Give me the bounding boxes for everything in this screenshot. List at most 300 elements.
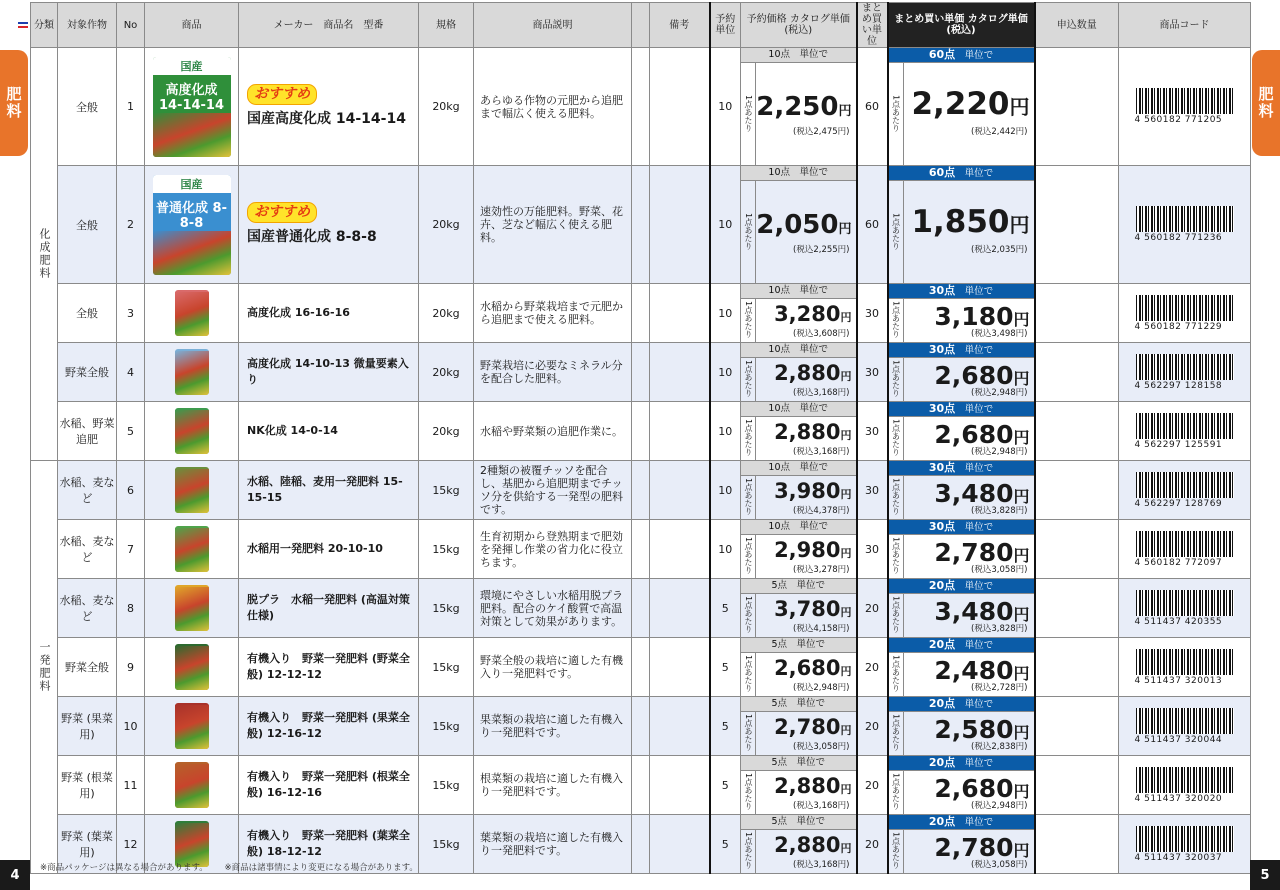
description-cell: 2種類の被覆チッソを配合し、基肥から追肥期までチッソ分を供給する一発型の肥料です。 bbox=[474, 461, 632, 520]
resv-price-cell bbox=[741, 756, 857, 815]
bulk-price-cell bbox=[888, 638, 1035, 697]
side-tab-right: 肥料 bbox=[1252, 50, 1280, 156]
header-remarks: 備考 bbox=[650, 3, 710, 48]
resv-unit-cell: 10 bbox=[710, 461, 741, 520]
blank-cell bbox=[632, 48, 650, 166]
order-qty-input[interactable] bbox=[1035, 697, 1119, 756]
resv-unit-cell: 5 bbox=[710, 756, 741, 815]
remarks-cell bbox=[650, 638, 710, 697]
per-unit-label: 1点あたり bbox=[741, 180, 756, 283]
table-row bbox=[31, 697, 1251, 756]
product-table bbox=[30, 2, 1251, 874]
bulk-price-tax: (税込2,442円) bbox=[971, 127, 1028, 137]
spec-cell: 20kg bbox=[419, 166, 474, 284]
product-code: 4 511437 320013 bbox=[1134, 675, 1223, 686]
per-unit-label: 1点あたり bbox=[889, 770, 904, 814]
category-label: 化成肥料 bbox=[31, 48, 58, 461]
footnote-1: ※商品パッケージは異なる場合があります。 bbox=[40, 863, 208, 873]
barcode-icon bbox=[1136, 590, 1234, 616]
resv-price-cell bbox=[741, 48, 857, 166]
per-unit-label: 1点あたり bbox=[741, 475, 756, 519]
header-bulk-price: まとめ買い単価 カタログ単価(税込) bbox=[888, 3, 1035, 48]
product-image bbox=[145, 166, 239, 284]
product-name: 有機入り 野菜一発肥料 (野菜全般) 12-12-12 bbox=[247, 652, 410, 681]
barcode-icon bbox=[1136, 708, 1234, 734]
resv-price-tax: (税込4,378円) bbox=[793, 506, 850, 516]
product-image bbox=[145, 638, 239, 697]
bulk-price-cell bbox=[888, 697, 1035, 756]
bulk-unit-cell: 30 bbox=[857, 343, 888, 402]
resv-price-cell bbox=[741, 343, 857, 402]
order-qty-input[interactable] bbox=[1035, 638, 1119, 697]
fertilizer-bag-icon bbox=[175, 703, 209, 749]
description-cell: 生育初期から登熟期まで肥効を発揮し作業の省力化に役立ちます。 bbox=[474, 520, 632, 579]
resv-price-tax: (税込2,948円) bbox=[793, 683, 850, 693]
bulk-unit-label: 20点 単位で bbox=[889, 697, 1034, 712]
blank-cell bbox=[632, 756, 650, 815]
bulk-price-tax: (税込2,948円) bbox=[971, 801, 1028, 811]
barcode-icon bbox=[1136, 826, 1234, 852]
description-cell: 果菜類の栽培に適した有機入り一発肥料です。 bbox=[474, 697, 632, 756]
order-qty-input[interactable] bbox=[1035, 166, 1119, 284]
barcode-icon bbox=[1136, 295, 1234, 321]
order-qty-input[interactable] bbox=[1035, 402, 1119, 461]
crop-cell: 全般 bbox=[58, 166, 117, 284]
crop-cell: 野菜 (根菜用) bbox=[58, 756, 117, 815]
resv-price: 3,980円 bbox=[774, 479, 852, 503]
header-order-qty: 申込数量 bbox=[1035, 3, 1119, 48]
description-cell: 速効性の万能肥料。野菜、花卉、芝など幅広く使える肥料。 bbox=[474, 166, 632, 284]
crop-cell: 水稲、野菜追肥 bbox=[58, 402, 117, 461]
description-cell: 根菜類の栽培に適した有機入り一発肥料です。 bbox=[474, 756, 632, 815]
bulk-price-tax: (税込2,728円) bbox=[971, 683, 1028, 693]
product-name: 有機入り 野菜一発肥料 (果菜全般) 12-16-12 bbox=[247, 711, 410, 740]
per-unit-label: 1点あたり bbox=[889, 298, 904, 342]
bulk-price-tax: (税込2,035円) bbox=[971, 245, 1028, 255]
resv-price-tax: (税込3,168円) bbox=[793, 801, 850, 811]
bulk-unit-cell: 20 bbox=[857, 638, 888, 697]
per-unit-label: 1点あたり bbox=[741, 357, 756, 401]
crop-cell: 水稲、麦など bbox=[58, 579, 117, 638]
page-number-right: 5 bbox=[1250, 860, 1280, 890]
product-name: NK化成 14-0-14 bbox=[247, 424, 338, 437]
bulk-unit-cell: 30 bbox=[857, 402, 888, 461]
bulk-unit-label: 20点 単位で bbox=[889, 579, 1034, 594]
crop-cell: 野菜 (葉菜用) bbox=[58, 815, 117, 874]
product-image bbox=[145, 284, 239, 343]
bulk-price-cell bbox=[888, 343, 1035, 402]
order-qty-input[interactable] bbox=[1035, 756, 1119, 815]
product-name: 有機入り 野菜一発肥料 (葉菜全般) 18-12-12 bbox=[247, 829, 410, 858]
barcode-icon bbox=[1136, 649, 1234, 675]
resv-price-tax: (税込3,608円) bbox=[793, 329, 850, 339]
barcode-cell bbox=[1119, 343, 1251, 402]
bulk-unit-label: 60点 単位で bbox=[889, 48, 1034, 63]
bulk-unit-cell: 30 bbox=[857, 284, 888, 343]
bulk-price: 3,480円 bbox=[934, 479, 1030, 508]
bulk-unit-cell: 30 bbox=[857, 461, 888, 520]
spec-cell: 15kg bbox=[419, 815, 474, 874]
resv-price-tax: (税込3,168円) bbox=[793, 388, 850, 398]
resv-price-cell bbox=[741, 402, 857, 461]
resv-price-cell bbox=[741, 579, 857, 638]
resv-price: 2,250円 bbox=[756, 92, 852, 122]
table-row bbox=[31, 48, 1251, 166]
bulk-price-tax: (税込3,058円) bbox=[971, 565, 1028, 575]
per-unit-label: 1点あたり bbox=[889, 593, 904, 637]
no-cell: 5 bbox=[117, 402, 145, 461]
bulk-price: 2,780円 bbox=[934, 833, 1030, 862]
resv-price: 2,880円 bbox=[774, 361, 852, 385]
description-cell: あらゆる作物の元肥から追肥まで幅広く使える肥料。 bbox=[474, 48, 632, 166]
product-name-cell bbox=[239, 166, 419, 284]
spec-cell: 20kg bbox=[419, 343, 474, 402]
header-maker: メーカー 商品名 型番 bbox=[239, 3, 419, 48]
product-code: 4 562297 128769 bbox=[1134, 498, 1223, 509]
blank-cell bbox=[632, 284, 650, 343]
product-code: 4 562297 125591 bbox=[1134, 439, 1223, 450]
table-row bbox=[31, 166, 1251, 284]
resv-unit-label: 5点 単位で bbox=[741, 638, 856, 653]
no-cell: 9 bbox=[117, 638, 145, 697]
description-cell: 水稲や野菜類の追肥作業に。 bbox=[474, 402, 632, 461]
blank-cell bbox=[632, 815, 650, 874]
fertilizer-bag-icon bbox=[175, 644, 209, 690]
no-cell: 11 bbox=[117, 756, 145, 815]
barcode-icon bbox=[1136, 767, 1234, 793]
header-blank bbox=[632, 3, 650, 48]
bulk-unit-label: 30点 単位で bbox=[889, 284, 1034, 299]
bulk-price-tax: (税込3,828円) bbox=[971, 506, 1028, 516]
product-name-cell bbox=[239, 284, 419, 343]
resv-price-cell bbox=[741, 284, 857, 343]
resv-price: 3,280円 bbox=[774, 302, 852, 326]
barcode-icon bbox=[1136, 472, 1234, 498]
bulk-price: 2,680円 bbox=[934, 774, 1030, 803]
bulk-price-tax: (税込3,828円) bbox=[971, 624, 1028, 634]
resv-price-tax: (税込3,058円) bbox=[793, 742, 850, 752]
resv-unit-label: 10点 単位で bbox=[741, 461, 856, 476]
resv-unit-label: 10点 単位で bbox=[741, 284, 856, 299]
crop-cell: 全般 bbox=[58, 284, 117, 343]
bulk-price: 3,480円 bbox=[934, 597, 1030, 626]
bulk-unit-cell: 20 bbox=[857, 756, 888, 815]
order-qty-input[interactable] bbox=[1035, 284, 1119, 343]
barcode-cell bbox=[1119, 638, 1251, 697]
bulk-price-tax: (税込2,948円) bbox=[971, 388, 1028, 398]
remarks-cell bbox=[650, 461, 710, 520]
bulk-unit-label: 30点 単位で bbox=[889, 343, 1034, 358]
spec-cell: 20kg bbox=[419, 284, 474, 343]
barcode-icon bbox=[1136, 206, 1234, 232]
per-unit-label: 1点あたり bbox=[741, 298, 756, 342]
barcode-icon bbox=[1136, 531, 1234, 557]
resv-price: 2,680円 bbox=[774, 656, 852, 680]
product-name-cell bbox=[239, 756, 419, 815]
flag-icon bbox=[18, 22, 28, 28]
header-code: 商品コード bbox=[1119, 3, 1251, 48]
barcode-icon bbox=[1136, 413, 1234, 439]
resv-price-tax: (税込4,158円) bbox=[793, 624, 850, 634]
no-cell: 3 bbox=[117, 284, 145, 343]
per-unit-label: 1点あたり bbox=[889, 62, 904, 165]
product-code: 4 560182 772097 bbox=[1134, 557, 1223, 568]
product-code: 4 560182 771229 bbox=[1134, 321, 1223, 332]
crop-cell: 野菜全般 bbox=[58, 343, 117, 402]
blank-cell bbox=[632, 520, 650, 579]
barcode-cell bbox=[1119, 579, 1251, 638]
barcode-cell bbox=[1119, 166, 1251, 284]
description-cell: 葉菜類の栽培に適した有機入り一発肥料です。 bbox=[474, 815, 632, 874]
resv-price: 2,880円 bbox=[774, 833, 852, 857]
product-name-cell bbox=[239, 48, 419, 166]
product-name: 水稲、陸稲、麦用一発肥料 15-15-15 bbox=[247, 475, 403, 504]
product-name-cell bbox=[239, 402, 419, 461]
table-row bbox=[31, 343, 1251, 402]
order-qty-input[interactable] bbox=[1035, 343, 1119, 402]
fertilizer-bag-icon: 国産 高度化成 14-14-14 bbox=[153, 57, 231, 157]
per-unit-label: 1点あたり bbox=[889, 534, 904, 578]
spec-cell: 20kg bbox=[419, 402, 474, 461]
description-cell: 水稲から野菜栽培まで元肥から追肥まで使える肥料。 bbox=[474, 284, 632, 343]
bulk-price-cell bbox=[888, 461, 1035, 520]
bulk-unit-label: 30点 単位で bbox=[889, 402, 1034, 417]
resv-unit-label: 10点 単位で bbox=[741, 166, 856, 181]
bulk-price: 2,580円 bbox=[934, 715, 1030, 744]
header-product: 商品 bbox=[145, 3, 239, 48]
product-name: 脱プラ 水稲一発肥料 (高温対策仕様) bbox=[247, 593, 410, 622]
remarks-cell bbox=[650, 48, 710, 166]
product-image bbox=[145, 756, 239, 815]
order-qty-input[interactable] bbox=[1035, 579, 1119, 638]
order-qty-input[interactable] bbox=[1035, 520, 1119, 579]
barcode-cell bbox=[1119, 815, 1251, 874]
remarks-cell bbox=[650, 697, 710, 756]
resv-price-tax: (税込3,168円) bbox=[793, 447, 850, 457]
barcode-cell bbox=[1119, 402, 1251, 461]
resv-unit-cell: 10 bbox=[710, 48, 741, 166]
fertilizer-bag-icon: 国産 普通化成 8-8-8 bbox=[153, 175, 231, 275]
product-name-cell bbox=[239, 461, 419, 520]
spec-cell: 15kg bbox=[419, 697, 474, 756]
bulk-unit-cell: 30 bbox=[857, 520, 888, 579]
resv-price-cell bbox=[741, 166, 857, 284]
header-desc: 商品説明 bbox=[474, 3, 632, 48]
product-code: 4 511437 320037 bbox=[1134, 852, 1223, 863]
resv-price-cell bbox=[741, 815, 857, 874]
bulk-price-cell bbox=[888, 579, 1035, 638]
resv-unit-cell: 5 bbox=[710, 638, 741, 697]
header-spec: 規格 bbox=[419, 3, 474, 48]
bulk-price-cell bbox=[888, 520, 1035, 579]
order-qty-input[interactable] bbox=[1035, 461, 1119, 520]
barcode-icon bbox=[1136, 354, 1234, 380]
per-unit-label: 1点あたり bbox=[889, 180, 904, 283]
product-image bbox=[145, 579, 239, 638]
no-cell: 1 bbox=[117, 48, 145, 166]
resv-price: 2,780円 bbox=[774, 715, 852, 739]
header-category: 分類 bbox=[31, 3, 58, 48]
blank-cell bbox=[632, 402, 650, 461]
bulk-unit-cell: 20 bbox=[857, 697, 888, 756]
resv-price: 2,980円 bbox=[774, 538, 852, 562]
product-code: 4 511437 320044 bbox=[1134, 734, 1223, 745]
side-tab-left: 肥料 bbox=[0, 50, 28, 156]
blank-cell bbox=[632, 461, 650, 520]
recommend-badge: おすすめ bbox=[247, 84, 317, 105]
remarks-cell bbox=[650, 166, 710, 284]
resv-price: 2,880円 bbox=[774, 774, 852, 798]
resv-price-cell bbox=[741, 520, 857, 579]
blank-cell bbox=[632, 343, 650, 402]
bulk-price: 2,480円 bbox=[934, 656, 1030, 685]
footnotes bbox=[40, 861, 432, 873]
resv-unit-cell: 10 bbox=[710, 520, 741, 579]
blank-cell bbox=[632, 166, 650, 284]
bulk-price-cell bbox=[888, 166, 1035, 284]
product-image bbox=[145, 402, 239, 461]
product-code: 4 562297 128158 bbox=[1134, 380, 1223, 391]
product-name-cell bbox=[239, 638, 419, 697]
resv-unit-label: 10点 単位で bbox=[741, 48, 856, 63]
order-qty-input[interactable] bbox=[1035, 815, 1119, 874]
spec-cell: 15kg bbox=[419, 579, 474, 638]
header-resv-unit: 予約単位 bbox=[710, 3, 741, 48]
no-cell: 12 bbox=[117, 815, 145, 874]
bulk-price-cell bbox=[888, 815, 1035, 874]
header-no: No bbox=[117, 3, 145, 48]
order-qty-input[interactable] bbox=[1035, 48, 1119, 166]
per-unit-label: 1点あたり bbox=[741, 416, 756, 460]
spec-cell: 15kg bbox=[419, 756, 474, 815]
bulk-unit-label: 20点 単位で bbox=[889, 638, 1034, 653]
product-name: 高度化成 14-10-13 微量要素入り bbox=[247, 357, 409, 386]
blank-cell bbox=[632, 638, 650, 697]
crop-cell: 全般 bbox=[58, 48, 117, 166]
barcode-cell bbox=[1119, 697, 1251, 756]
product-name-cell bbox=[239, 520, 419, 579]
product-code: 4 560182 771205 bbox=[1134, 115, 1223, 125]
bulk-unit-cell: 20 bbox=[857, 579, 888, 638]
table-row bbox=[31, 284, 1251, 343]
no-cell: 7 bbox=[117, 520, 145, 579]
page-number-left: 4 bbox=[0, 860, 30, 890]
resv-unit-label: 5点 単位で bbox=[741, 756, 856, 771]
category-label: 一発肥料 bbox=[31, 461, 58, 874]
table-row bbox=[31, 579, 1251, 638]
barcode-icon bbox=[1136, 88, 1234, 114]
resv-price-tax: (税込3,278円) bbox=[793, 565, 850, 575]
resv-unit-cell: 10 bbox=[710, 402, 741, 461]
resv-unit-label: 5点 単位で bbox=[741, 697, 856, 712]
bulk-price: 1,850円 bbox=[911, 204, 1030, 240]
product-code: 4 511437 320020 bbox=[1134, 793, 1223, 804]
resv-unit-cell: 10 bbox=[710, 166, 741, 284]
description-cell: 野菜栽培に必要なミネラル分を配合した肥料。 bbox=[474, 343, 632, 402]
product-name: 国産高度化成 14-14-14 bbox=[247, 111, 406, 127]
bulk-unit-label: 20点 単位で bbox=[889, 815, 1034, 830]
product-name: 水稲用一発肥料 20-10-10 bbox=[247, 542, 383, 555]
table-row bbox=[31, 520, 1251, 579]
bulk-unit-label: 30点 単位で bbox=[889, 520, 1034, 535]
remarks-cell bbox=[650, 520, 710, 579]
barcode-cell bbox=[1119, 48, 1251, 166]
product-image bbox=[145, 697, 239, 756]
fertilizer-bag-icon bbox=[175, 585, 209, 631]
barcode-cell bbox=[1119, 461, 1251, 520]
resv-unit-label: 5点 単位で bbox=[741, 579, 856, 594]
crop-cell: 野菜全般 bbox=[58, 638, 117, 697]
per-unit-label: 1点あたり bbox=[741, 62, 756, 165]
no-cell: 8 bbox=[117, 579, 145, 638]
remarks-cell bbox=[650, 579, 710, 638]
bulk-unit-label: 60点 単位で bbox=[889, 166, 1034, 181]
resv-unit-cell: 10 bbox=[710, 284, 741, 343]
resv-price-cell bbox=[741, 638, 857, 697]
header-resv-price: 予約価格 カタログ単価(税込) bbox=[741, 3, 857, 48]
bulk-price: 2,220円 bbox=[911, 86, 1030, 122]
bulk-price: 2,680円 bbox=[934, 420, 1030, 449]
spec-cell: 20kg bbox=[419, 48, 474, 166]
resv-unit-label: 10点 単位で bbox=[741, 520, 856, 535]
spec-cell: 15kg bbox=[419, 461, 474, 520]
per-unit-label: 1点あたり bbox=[889, 829, 904, 873]
spec-cell: 15kg bbox=[419, 638, 474, 697]
fertilizer-bag-icon bbox=[175, 762, 209, 808]
resv-price-tax: (税込3,168円) bbox=[793, 860, 850, 870]
resv-unit-label: 10点 単位で bbox=[741, 402, 856, 417]
description-cell: 環境にやさしい水稲用脱プラ肥料。配合のケイ酸質で高温対策として効果があります。 bbox=[474, 579, 632, 638]
resv-price-tax: (税込2,475円) bbox=[793, 127, 850, 137]
resv-unit-cell: 10 bbox=[710, 343, 741, 402]
product-code: 4 511437 420355 bbox=[1134, 616, 1223, 627]
bulk-price-cell bbox=[888, 402, 1035, 461]
footnote-2: ※商品は諸事情により変更になる場合があります。 bbox=[224, 863, 418, 873]
bulk-price-tax: (税込2,948円) bbox=[971, 447, 1028, 457]
blank-cell bbox=[632, 697, 650, 756]
resv-unit-cell: 5 bbox=[710, 815, 741, 874]
bulk-price: 2,780円 bbox=[934, 538, 1030, 567]
per-unit-label: 1点あたり bbox=[741, 534, 756, 578]
per-unit-label: 1点あたり bbox=[741, 711, 756, 755]
fertilizer-bag-icon bbox=[175, 408, 209, 454]
resv-unit-cell: 5 bbox=[710, 579, 741, 638]
barcode-cell bbox=[1119, 284, 1251, 343]
per-unit-label: 1点あたり bbox=[741, 652, 756, 696]
table-row bbox=[31, 461, 1251, 520]
bulk-price-tax: (税込2,838円) bbox=[971, 742, 1028, 752]
recommend-badge: おすすめ bbox=[247, 202, 317, 223]
bulk-unit-label: 20点 単位で bbox=[889, 756, 1034, 771]
resv-price: 2,880円 bbox=[774, 420, 852, 444]
crop-cell: 水稲、麦など bbox=[58, 520, 117, 579]
bulk-price-cell bbox=[888, 756, 1035, 815]
bulk-price-tax: (税込3,498円) bbox=[971, 329, 1028, 339]
header-bulk-unit: まとめ買い単位 bbox=[857, 3, 888, 48]
resv-unit-label: 5点 単位で bbox=[741, 815, 856, 830]
per-unit-label: 1点あたり bbox=[741, 593, 756, 637]
per-unit-label: 1点あたり bbox=[889, 652, 904, 696]
per-unit-label: 1点あたり bbox=[741, 770, 756, 814]
resv-price-tax: (税込2,255円) bbox=[793, 245, 850, 255]
crop-cell: 水稲、麦など bbox=[58, 461, 117, 520]
resv-price-cell bbox=[741, 461, 857, 520]
remarks-cell bbox=[650, 343, 710, 402]
fertilizer-bag-icon bbox=[175, 467, 209, 513]
product-name-cell bbox=[239, 697, 419, 756]
table-row bbox=[31, 756, 1251, 815]
product-name: 高度化成 16-16-16 bbox=[247, 306, 350, 319]
